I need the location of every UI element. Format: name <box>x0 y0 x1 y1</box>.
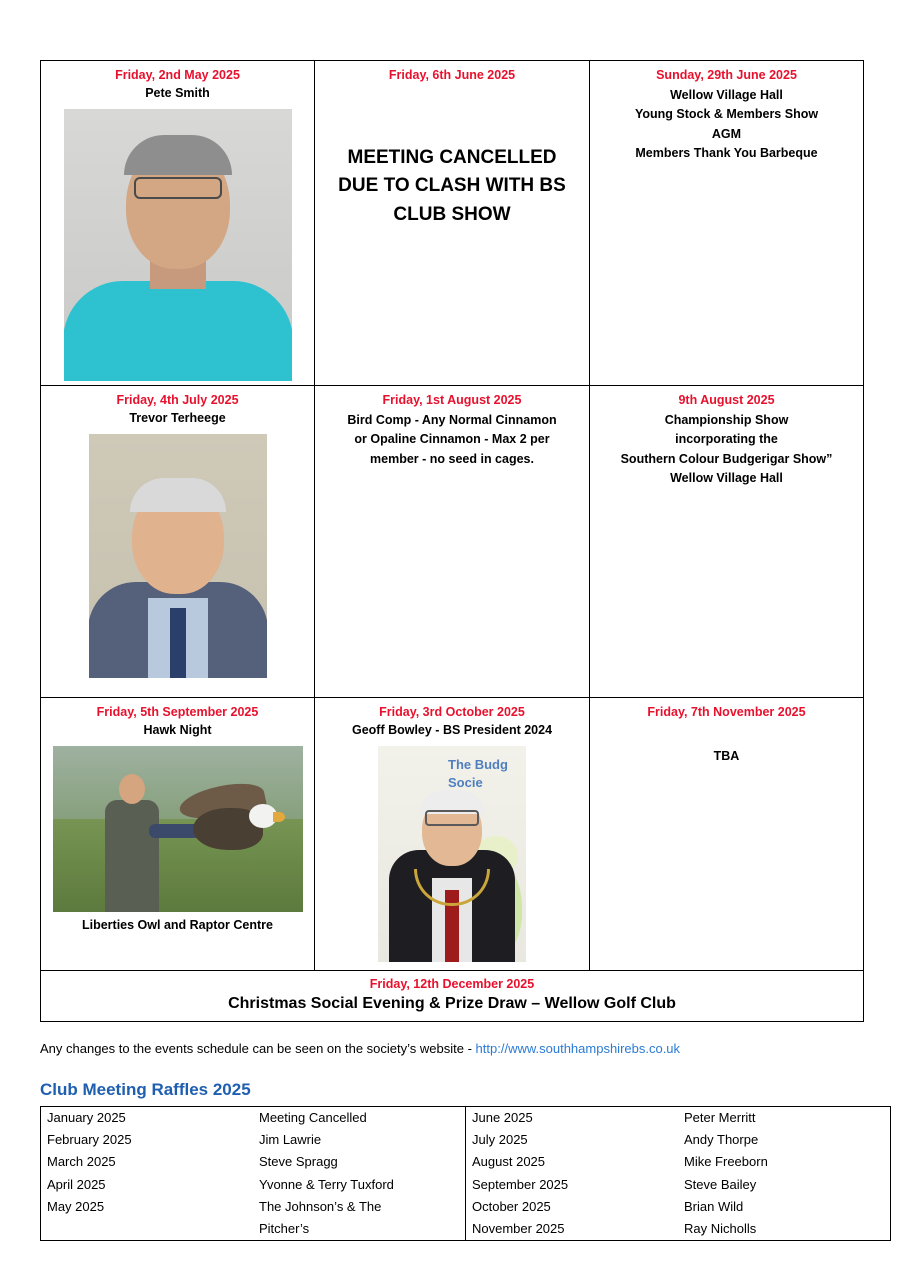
event-date: Friday, 1st August 2025 <box>382 393 522 407</box>
tie-shape <box>170 608 186 678</box>
poster-text <box>448 756 508 792</box>
note-text: Any changes to the events schedule can be seen on the society’s website - <box>40 1041 476 1056</box>
event-cell-june-29 <box>590 61 864 386</box>
raffle-month: January 2025 <box>47 1110 126 1126</box>
raffle-month: September 2025 <box>466 1174 679 1196</box>
event-cell-august-1 <box>315 386 590 698</box>
raffle-month: October 2025 <box>466 1196 679 1218</box>
events-row-1 <box>41 61 864 386</box>
event-cell-november <box>590 698 864 971</box>
raffle-month: May 2025 <box>47 1198 105 1214</box>
table-row <box>41 1174 891 1196</box>
events-row-december <box>41 971 864 1022</box>
event-body: MEETING CANCELLED DUE TO CLASH WITH BS CLUB SHOW <box>338 146 566 225</box>
table-row <box>41 1196 891 1218</box>
event-date: Friday, 2nd May 2025 <box>115 68 240 82</box>
event-detail-line: AGM <box>711 126 742 141</box>
raffle-winner: Yvonne & Terry Tuxford <box>259 1176 394 1192</box>
event-detail-lines <box>596 411 857 489</box>
event-title: Pete Smith <box>145 85 210 100</box>
raffle-winner: Andy Thorpe <box>684 1132 759 1148</box>
table-row <box>41 1151 891 1173</box>
raffle-winner: Peter Merritt <box>684 1110 756 1126</box>
raffle-winner: Ray Nicholls <box>684 1220 757 1236</box>
raffle-month: August 2025 <box>466 1151 679 1173</box>
event-detail-line: Championship Show <box>664 412 789 427</box>
event-title: Geoff Bowley - BS President 2024 <box>351 722 553 737</box>
trevor-terheege-photo <box>89 434 267 678</box>
event-body: TBA <box>713 748 740 763</box>
shirt-shape <box>64 281 292 381</box>
raffle-month: November 2025 <box>466 1218 679 1241</box>
eagle-beak-shape <box>273 812 285 822</box>
event-date: Friday, 4th July 2025 <box>116 393 239 407</box>
event-detail-line: Southern Colour Budgerigar Show” <box>620 451 833 466</box>
event-detail-line: incorporating the <box>675 432 778 447</box>
raffle-winner: The Johnson’s & The <box>259 1198 382 1214</box>
event-cell-december <box>41 971 864 1022</box>
event-detail-line: Members Thank You Barbeque <box>635 146 818 160</box>
event-date: Friday, 6th June 2025 <box>388 68 516 82</box>
pete-smith-photo <box>64 109 292 381</box>
raffle-winner: Steve Bailey <box>684 1176 757 1192</box>
event-cell-june <box>315 61 590 386</box>
raffle-winner: Meeting Cancelled <box>259 1110 367 1126</box>
event-title: Trevor Terheege <box>129 410 226 425</box>
event-cell-october <box>315 698 590 971</box>
hawk-night-photo <box>53 746 303 912</box>
event-cell-may <box>41 61 315 386</box>
event-title: Christmas Social Evening & Prize Draw – Wellow Golf Club <box>228 995 676 1012</box>
raffle-winner: Pitcher’s <box>259 1220 310 1236</box>
raffle-month: June 2025 <box>466 1107 679 1130</box>
poster-line-2: Socie <box>448 774 483 790</box>
event-title: Hawk Night <box>143 722 212 737</box>
handler-body-shape <box>105 800 159 912</box>
hair-shape <box>130 478 226 512</box>
event-detail-line: member - no seed in cages. <box>370 451 534 466</box>
event-date: Friday, 5th September 2025 <box>96 705 259 719</box>
event-date: Friday, 12th December 2025 <box>369 977 535 991</box>
event-date: 9th August 2025 <box>678 393 775 407</box>
raffles-heading: Club Meeting Raffles 2025 <box>40 1080 251 1100</box>
events-row-2 <box>41 386 864 698</box>
raffle-month: July 2025 <box>466 1129 679 1151</box>
poster-line-1: The Budg <box>448 756 508 772</box>
raffles-table <box>40 1106 891 1241</box>
events-calendar-table <box>40 60 864 1022</box>
event-detail-line: or Opaline Cinnamon - Max 2 per <box>354 432 550 447</box>
event-cell-september <box>41 698 315 971</box>
raffle-winner: Brian Wild <box>684 1198 744 1214</box>
events-schedule-page <box>40 60 860 1241</box>
society-website-link[interactable]: http://www.southhampshirebs.co.uk <box>475 1041 681 1056</box>
event-date: Sunday, 29th June 2025 <box>656 68 797 82</box>
event-detail-line: Wellow Village Hall <box>670 87 783 102</box>
raffle-winner: Steve Spragg <box>259 1154 338 1170</box>
raffle-winner: Mike Freeborn <box>684 1154 768 1170</box>
table-row <box>41 1129 891 1151</box>
geoff-bowley-photo <box>378 746 526 962</box>
raffle-month <box>41 1218 254 1241</box>
event-detail-lines <box>321 411 583 469</box>
events-row-3 <box>41 698 864 971</box>
event-date: Friday, 7th November 2025 <box>647 705 806 719</box>
raffle-month: April 2025 <box>47 1176 106 1192</box>
glasses-icon <box>134 177 222 199</box>
event-date: Friday, 3rd October 2025 <box>379 705 525 719</box>
raffle-winner: Jim Lawrie <box>259 1132 322 1148</box>
event-detail-line: Bird Comp - Any Normal Cinnamon <box>347 412 557 427</box>
event-detail-line: Wellow Village Hall <box>670 471 783 485</box>
website-note <box>40 1040 860 1058</box>
photo-caption: Liberties Owl and Raptor Centre <box>81 917 273 932</box>
event-cell-july <box>41 386 315 698</box>
raffle-month: February 2025 <box>47 1132 132 1148</box>
event-cell-august-9 <box>590 386 864 698</box>
table-row <box>41 1107 891 1130</box>
event-detail-line: Young Stock & Members Show <box>634 107 819 122</box>
handler-head-shape <box>119 774 145 804</box>
glasses-icon <box>425 810 479 826</box>
raffle-month: March 2025 <box>47 1154 116 1170</box>
event-detail-lines <box>596 86 857 164</box>
hair-shape <box>124 135 232 175</box>
table-row <box>41 1218 891 1241</box>
